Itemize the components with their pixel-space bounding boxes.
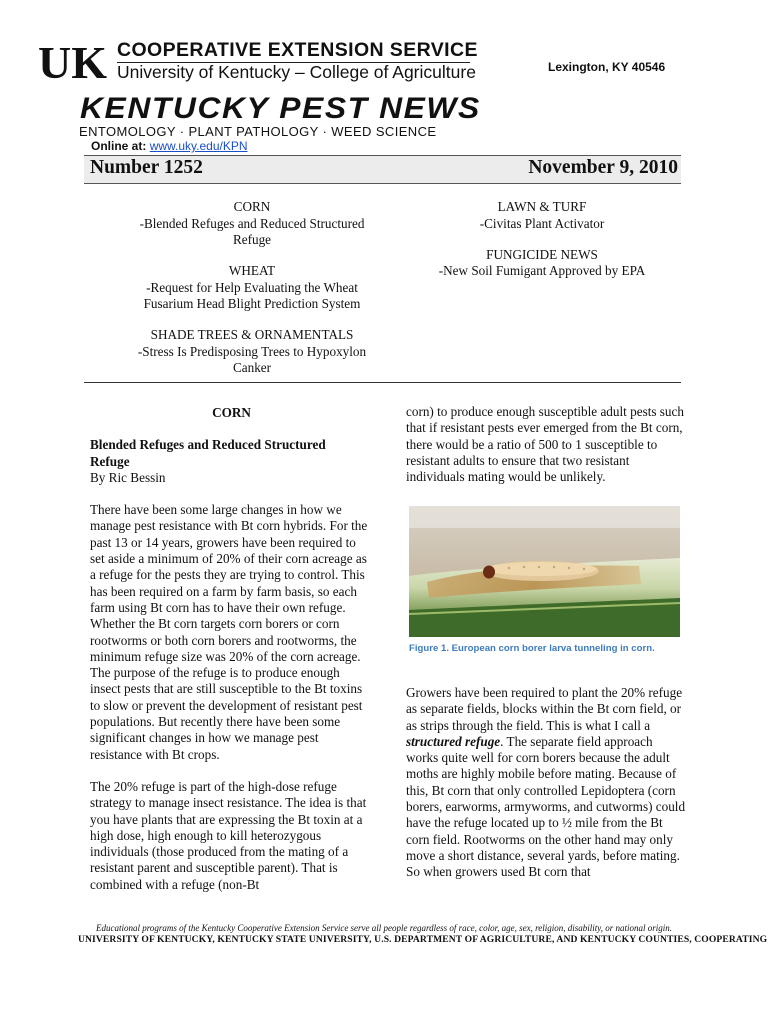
toc-item: Refuge bbox=[232, 232, 272, 247]
disciplines: ENTOMOLOGY · PLANT PATHOLOGY · WEED SCIENCE bbox=[79, 124, 437, 139]
toc-item: -Request for Help Evaluating the Wheat bbox=[146, 279, 358, 295]
toc-heading: WHEAT bbox=[228, 263, 276, 278]
paragraph: The 20% refuge is part of the high-dose refuge strategy to manage insect resistance. The idea is that you have plants that are expressing the Bt toxin at a high dose, high enough to kill heterozygous individuals (those produced from the mating of a resistant parent and susceptible parent). That is combined with a refuge (non-Bt bbox=[90, 778, 367, 892]
location: Lexington, KY 40546 bbox=[548, 60, 666, 74]
paragraph bbox=[406, 685, 686, 881]
toc-entry bbox=[398, 247, 686, 280]
figure-caption: Figure 1. European corn borer larva tunneling in corn. bbox=[409, 643, 655, 654]
section-heading: CORN bbox=[212, 405, 251, 420]
online-label: Online at: bbox=[91, 139, 147, 153]
article-title-line: Refuge bbox=[90, 453, 130, 469]
toc-heading: FUNGICIDE NEWS bbox=[486, 246, 598, 262]
footer-notice: Educational programs of the Kentucky Cooperative Extension Service serve all people regardless of race, color, age, sex, religion, disability, or national origin. bbox=[95, 923, 673, 933]
toc-item: -New Soil Fumigant Approved by EPA bbox=[438, 263, 646, 278]
issue-date: November 9, 2010 bbox=[528, 157, 678, 178]
uk-logo bbox=[38, 40, 110, 82]
toc-heading: SHADE TREES & ORNAMENTALS bbox=[150, 327, 354, 342]
toc-item: Fusarium Head Blight Prediction System bbox=[143, 296, 361, 311]
website-link[interactable]: www.uky.edu/KPN bbox=[149, 139, 248, 153]
article-left-column bbox=[90, 405, 373, 893]
toc-right-column bbox=[398, 199, 686, 294]
toc-entry bbox=[92, 199, 412, 249]
article-title bbox=[90, 437, 373, 470]
toc-item: Canker bbox=[232, 360, 272, 375]
publication-title: KENTUCKY PEST NEWS bbox=[80, 92, 481, 125]
toc-item: -Civitas Plant Activator bbox=[479, 215, 605, 231]
toc-item: -Stress Is Predisposing Trees to Hypoxylon bbox=[137, 343, 367, 359]
online-line bbox=[91, 139, 248, 153]
toc-entry bbox=[92, 327, 412, 377]
corn-borer-photo bbox=[409, 506, 680, 637]
paragraph-text: Growers have been required to plant the 20% refuge as separate fields, blocks within the Bt corn field, or as strips through the field. This is what I call a bbox=[406, 685, 683, 733]
article-title-line: Blended Refuges and Reduced Structured bbox=[90, 437, 326, 453]
toc-heading: CORN bbox=[233, 199, 271, 214]
service-name: COOPERATIVE EXTENSION SERVICE bbox=[117, 39, 478, 61]
paragraph: corn) to produce enough susceptible adult pests such that if resistant pests ever emerged from the Bt corn, there would be a ratio of 500 to 1 susceptible to resistant adults to ensure that two resistant individuals mating would be unlikely. bbox=[406, 404, 684, 485]
paragraph-text: . The separate field approach works quite well for corn borers because the adult moths are highly mobile before mating. Because of this, Bt corn that only controlled Lepidoptera (corn borers, earworms, armyworms, and cutworms) could have the refuge located up to ½ mile from the Bt corn field. Rootworms on the other hand may only move a short distance, several yards, before mating. So when growers used Bt corn that bbox=[406, 733, 686, 880]
toc-entry bbox=[92, 263, 412, 313]
footer-cooperating: UNIVERSITY OF KENTUCKY, KENTUCKY STATE UNIVERSITY, U.S. DEPARTMENT OF AGRICULTURE, AND KENTUCKY COUNTIES, COOPERATING bbox=[78, 934, 768, 945]
logo-text: UK bbox=[38, 40, 107, 82]
byline: By Ric Bessin bbox=[90, 469, 166, 485]
toc-heading: LAWN & TURF bbox=[497, 199, 587, 214]
paragraph: There have been some large changes in how we manage pest resistance with Bt corn hybrids. For the past 13 or 14 years, growers have been required to set aside a minimum of 20% of their corn acreage as a refuge for the pests they are trying to control. This has been required on a farm by farm basis, so each farm using Bt corn has to have their own refuge. Whether the Bt corn targets corn borers or corn rootworms or both corn borers and rootworms, the minimum refuge size was 20% of the corn acreage. The purpose of the refuge is to produce enough insect pests that are still susceptible to the Bt toxins to slow or prevent the development of resistant pest populations. But recently there have been some significant changes in how we manage pest resistance with Bt crops. bbox=[90, 502, 368, 762]
toc-divider bbox=[84, 382, 681, 383]
emphasis-term: structured refuge bbox=[406, 733, 501, 749]
toc-left-column bbox=[92, 199, 412, 391]
university-name: University of Kentucky – College of Agriculture bbox=[117, 62, 476, 82]
toc-item: -Blended Refuges and Reduced Structured bbox=[139, 215, 365, 231]
toc-entry bbox=[398, 199, 686, 232]
issue-number: Number 1252 bbox=[90, 157, 203, 178]
